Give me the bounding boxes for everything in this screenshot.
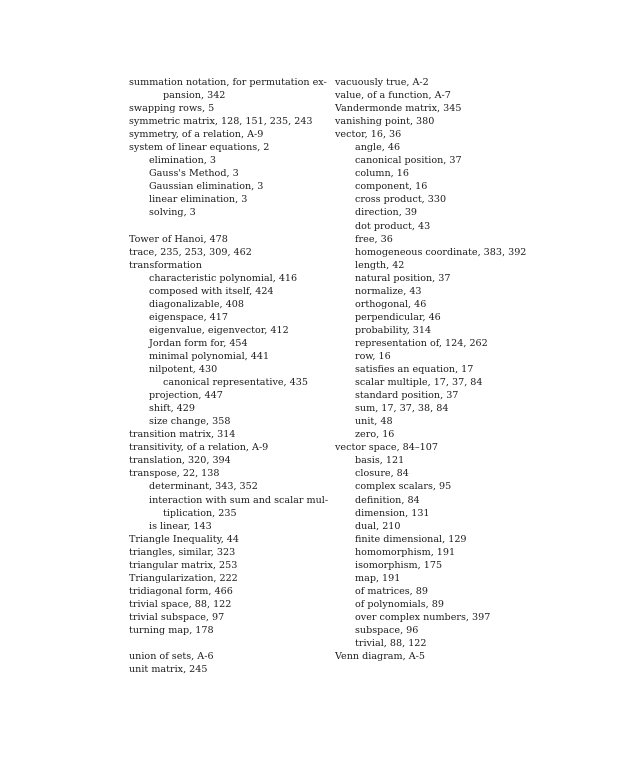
index-entry: translation, 320, 394 [129,455,231,467]
index-entry: vanishing point, 380 [335,116,435,128]
index-entry: value, of a function, A-7 [335,90,451,102]
index-entry: trivial subspace, 97 [129,611,225,623]
index-entry: symmetry, of a relation, A-9 [129,129,264,141]
index-entry: Tower of Hanoi, 478 [129,233,228,245]
index-column-right [335,76,540,663]
index-subentry: satisfies an equation, 17 [355,364,474,376]
index-gap [129,637,334,650]
index-subentry: isomorphism, 175 [355,559,443,571]
index-subentry: eigenvalue, eigenvector, 412 [149,324,289,336]
index-subentry: map, 191 [355,572,401,584]
index-subentry: determinant, 343, 352 [149,481,258,493]
index-entry: Vandermonde matrix, 345 [335,103,462,115]
index-subentry: of matrices, 89 [355,585,428,597]
index-subentry: complex scalars, 95 [355,481,452,493]
index-subentry: length, 42 [355,259,405,271]
index-subentry: over complex numbers, 397 [355,611,491,623]
index-subentry: elimination, 3 [149,155,216,167]
index-subentry: eigenspace, 417 [149,311,228,323]
index-subentry: canonical representative, 435 [163,377,308,389]
index-subentry: canonical position, 37 [355,155,462,167]
index-subentry: Gaussian elimination, 3 [149,181,264,193]
index-subentry: standard position, 37 [355,390,459,402]
index-subentry: solving, 3 [149,207,196,219]
index-subentry: minimal polynomial, 441 [149,350,270,362]
index-entry: triangles, similar, 323 [129,546,236,558]
index-entry: symmetric matrix, 128, 151, 235, 243 [129,116,313,128]
index-subentry: dimension, 131 [355,507,430,519]
index-gap [129,220,334,233]
index-entry: tridiagonal form, 466 [129,585,233,597]
index-subentry: cross product, 330 [355,194,447,206]
index-subentry: angle, 46 [355,142,401,154]
index-subentry: row, 16 [355,350,391,362]
index-entry: vacuously true, A-2 [335,77,429,88]
index-entry: trivial space, 88, 122 [129,598,232,610]
index-subentry: Jordan form for, 454 [149,337,248,349]
index-subentry: tiplication, 235 [163,507,237,519]
index-subentry: dot product, 43 [355,220,431,232]
index-subentry: characteristic polynomial, 416 [149,272,298,284]
index-subentry: is linear, 143 [149,520,212,532]
index-subentry: scalar multiple, 17, 37, 84 [355,377,483,389]
index-subentry: direction, 39 [355,207,418,219]
index-entry: trace, 235, 253, 309, 462 [129,246,252,258]
index-entry: swapping rows, 5 [129,103,215,115]
index-entry: union of sets, A-6 [129,651,214,663]
index-subentry: trivial, 88, 122 [355,638,427,650]
index-subentry: projection, 447 [149,390,223,402]
index-subentry: finite dimensional, 129 [355,533,467,545]
index-subentry: normalize, 43 [355,285,422,297]
index-entry: transformation [129,259,202,271]
index-subentry: orthogonal, 46 [355,298,427,310]
index-entry: transitivity, of a relation, A-9 [129,442,269,454]
index-subentry: Gauss's Method, 3 [149,168,239,180]
index-subentry: definition, 84 [355,494,420,506]
index-subentry: of polynomials, 89 [355,598,444,610]
index-entry: triangular matrix, 253 [129,559,238,571]
index-subentry: basis, 121 [355,455,405,467]
index-subentry: interaction with sum and scalar mul- [149,494,329,506]
index-entry: unit matrix, 245 [129,664,208,676]
index-subentry: shift, 429 [149,403,195,415]
index-subentry: sum, 17, 37, 38, 84 [355,403,449,415]
index-entry: summation notation, for permutation ex- [129,77,327,88]
index-subentry: column, 16 [355,168,409,180]
index-subentry: composed with itself, 424 [149,285,274,297]
index-entry: Triangle Inequality, 44 [129,533,240,545]
index-entry: Triangularization, 222 [129,572,238,584]
index-entry: system of linear equations, 2 [129,142,270,154]
index-entry: transition matrix, 314 [129,429,236,441]
index-entry: transpose, 22, 138 [129,468,220,480]
index-entry: vector, 16, 36 [335,129,402,141]
index-column-left [129,76,334,676]
index-entry: vector space, 84–107 [335,442,438,454]
index-subentry: diagonalizable, 408 [149,298,244,310]
index-subentry: homogeneous coordinate, 383, 392 [355,246,527,258]
index-subentry: perpendicular, 46 [355,311,441,323]
index-subentry: probability, 314 [355,324,432,336]
index-subentry: homomorphism, 191 [355,546,456,558]
index-subentry: linear elimination, 3 [149,194,248,206]
index-subentry: closure, 84 [355,468,409,480]
index-subentry: dual, 210 [355,520,401,532]
index-subentry: free, 36 [355,233,393,245]
index-entry: Venn diagram, A-5 [335,651,425,663]
index-subentry: subspace, 96 [355,624,419,636]
index-subentry: size change, 358 [149,416,231,428]
index-subentry: unit, 48 [355,416,393,428]
index-subentry: natural position, 37 [355,272,451,284]
index-subentry: zero, 16 [355,429,395,441]
index-subentry: pansion, 342 [163,90,226,102]
index-subentry: nilpotent, 430 [149,364,218,376]
index-subentry: component, 16 [355,181,428,193]
index-subentry: representation of, 124, 262 [355,337,488,349]
index-entry: turning map, 178 [129,624,214,636]
